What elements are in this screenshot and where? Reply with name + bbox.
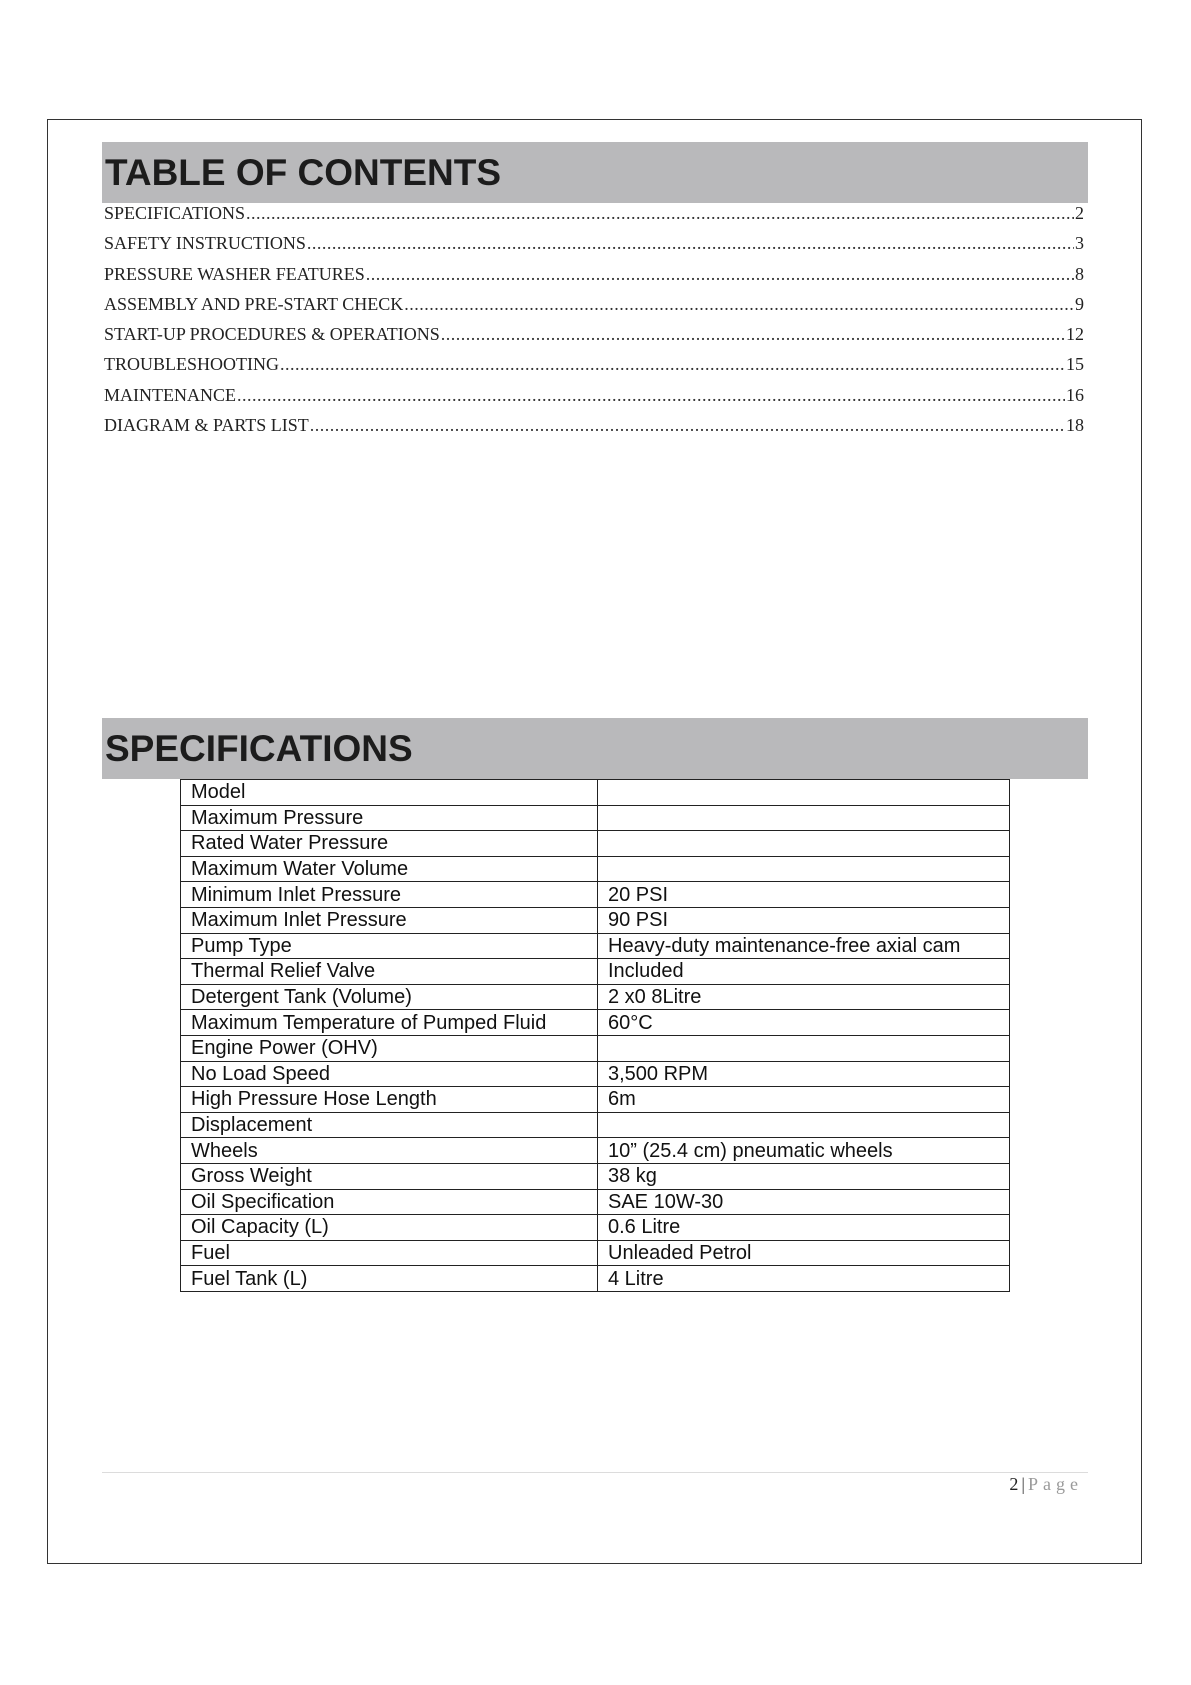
spec-label: Fuel Tank (L) [181, 1266, 598, 1292]
toc-entry-title: DIAGRAM & PARTS LIST [104, 415, 309, 436]
spec-value: Included [598, 959, 1010, 985]
toc-entry-title: MAINTENANCE [104, 384, 236, 405]
toc-leader-dots [310, 415, 1065, 436]
spec-row [181, 1189, 1010, 1215]
toc-banner [102, 142, 1088, 203]
spec-label: Pump Type [181, 933, 598, 959]
toc-heading: TABLE OF CONTENTS [105, 151, 502, 193]
spec-value: 6m [598, 1087, 1010, 1113]
spec-value [598, 805, 1010, 831]
toc-entry-page: 9 [1075, 293, 1084, 314]
spec-row [181, 1035, 1010, 1061]
spec-label: Gross Weight [181, 1163, 598, 1189]
spec-row [181, 831, 1010, 857]
toc-entry-title: ASSEMBLY AND PRE-START CHECK [104, 293, 404, 314]
toc-entry-page: 8 [1075, 263, 1084, 284]
spec-row [181, 984, 1010, 1010]
spec-label: Maximum Temperature of Pumped Fluid [181, 1010, 598, 1036]
spec-row [181, 1010, 1010, 1036]
spec-value: 2 x0 8Litre [598, 984, 1010, 1010]
spec-row [181, 805, 1010, 831]
toc-entry[interactable] [104, 324, 1084, 354]
spec-value [598, 1112, 1010, 1138]
spec-label: Detergent Tank (Volume) [181, 984, 598, 1010]
toc-entry-page: 2 [1075, 203, 1084, 223]
spec-value: SAE 10W-30 [598, 1189, 1010, 1215]
page-word: Page [1028, 1474, 1083, 1494]
spec-label: Thermal Relief Valve [181, 959, 598, 985]
spec-label: No Load Speed [181, 1061, 598, 1087]
spec-value: 4 Litre [598, 1266, 1010, 1292]
spec-value: 0.6 Litre [598, 1215, 1010, 1241]
spec-value: 3,500 RPM [598, 1061, 1010, 1087]
toc-entry-title: SAFETY INSTRUCTIONS [104, 233, 306, 254]
spec-label: Engine Power (OHV) [181, 1035, 598, 1061]
toc-entry[interactable] [104, 264, 1084, 294]
toc-entry-title: SPECIFICATIONS [104, 203, 246, 223]
spec-label: Oil Capacity (L) [181, 1215, 598, 1241]
toc-entry[interactable] [104, 294, 1084, 324]
spec-table [180, 779, 1010, 1292]
spec-row [181, 780, 1010, 806]
spec-label: Maximum Inlet Pressure [181, 907, 598, 933]
toc-entry-page: 16 [1066, 384, 1084, 405]
toc-entry[interactable] [104, 415, 1084, 445]
toc-entry[interactable] [104, 203, 1084, 233]
spec-label: Displacement [181, 1112, 598, 1138]
toc-entry-page: 3 [1075, 233, 1084, 254]
spec-value [598, 856, 1010, 882]
footer-divider [102, 1472, 1088, 1473]
toc-leader-dots [237, 385, 1065, 406]
toc-leader-dots [404, 294, 1074, 315]
toc-entry[interactable] [104, 233, 1084, 263]
page-number-value: 2 [1009, 1474, 1019, 1494]
spec-row [181, 907, 1010, 933]
toc-leader-dots [441, 324, 1065, 345]
toc-entry[interactable] [104, 354, 1084, 384]
spec-row [181, 933, 1010, 959]
spec-row [181, 1138, 1010, 1164]
toc-leader-dots [307, 233, 1074, 254]
spec-value: 90 PSI [598, 907, 1010, 933]
spec-row [181, 856, 1010, 882]
toc-list [104, 203, 1084, 445]
spec-label: High Pressure Hose Length [181, 1087, 598, 1113]
spec-row [181, 1112, 1010, 1138]
toc-entry[interactable] [104, 385, 1084, 415]
spec-label: Wheels [181, 1138, 598, 1164]
toc-leader-dots [280, 354, 1065, 375]
spec-row [181, 1163, 1010, 1189]
toc-entry-page: 15 [1066, 354, 1084, 375]
toc-entry-title: PRESSURE WASHER FEATURES [104, 263, 365, 284]
toc-entry-title: TROUBLESHOOTING [104, 354, 279, 375]
spec-row [181, 1087, 1010, 1113]
spec-label: Minimum Inlet Pressure [181, 882, 598, 908]
spec-value [598, 1035, 1010, 1061]
spec-row [181, 1240, 1010, 1266]
spec-value: 10” (25.4 cm) pneumatic wheels [598, 1138, 1010, 1164]
spec-row [181, 1215, 1010, 1241]
spec-value: 60°C [598, 1010, 1010, 1036]
spec-value: Heavy-duty maintenance-free axial cam [598, 933, 1010, 959]
spec-row [181, 959, 1010, 985]
spec-row [181, 1061, 1010, 1087]
toc-entry-title: START-UP PROCEDURES & OPERATIONS [104, 324, 440, 345]
spec-value [598, 780, 1010, 806]
toc-entry-page: 12 [1066, 324, 1084, 345]
spec-label: Rated Water Pressure [181, 831, 598, 857]
toc-leader-dots [366, 264, 1074, 285]
spec-label: Oil Specification [181, 1189, 598, 1215]
spec-label: Maximum Pressure [181, 805, 598, 831]
spec-value [598, 831, 1010, 857]
spec-value: 38 kg [598, 1163, 1010, 1189]
spec-row [181, 882, 1010, 908]
spec-label: Fuel [181, 1240, 598, 1266]
specs-banner [102, 718, 1088, 779]
spec-value: Unleaded Petrol [598, 1240, 1010, 1266]
specs-heading: SPECIFICATIONS [105, 727, 413, 769]
page-number-separator: | [1021, 1474, 1025, 1494]
toc-leader-dots [246, 203, 1074, 224]
spec-value: 20 PSI [598, 882, 1010, 908]
page-number [1009, 1474, 1083, 1495]
toc-entry-page: 18 [1066, 415, 1084, 436]
spec-label: Model [181, 780, 598, 806]
spec-row [181, 1266, 1010, 1292]
spec-label: Maximum Water Volume [181, 856, 598, 882]
